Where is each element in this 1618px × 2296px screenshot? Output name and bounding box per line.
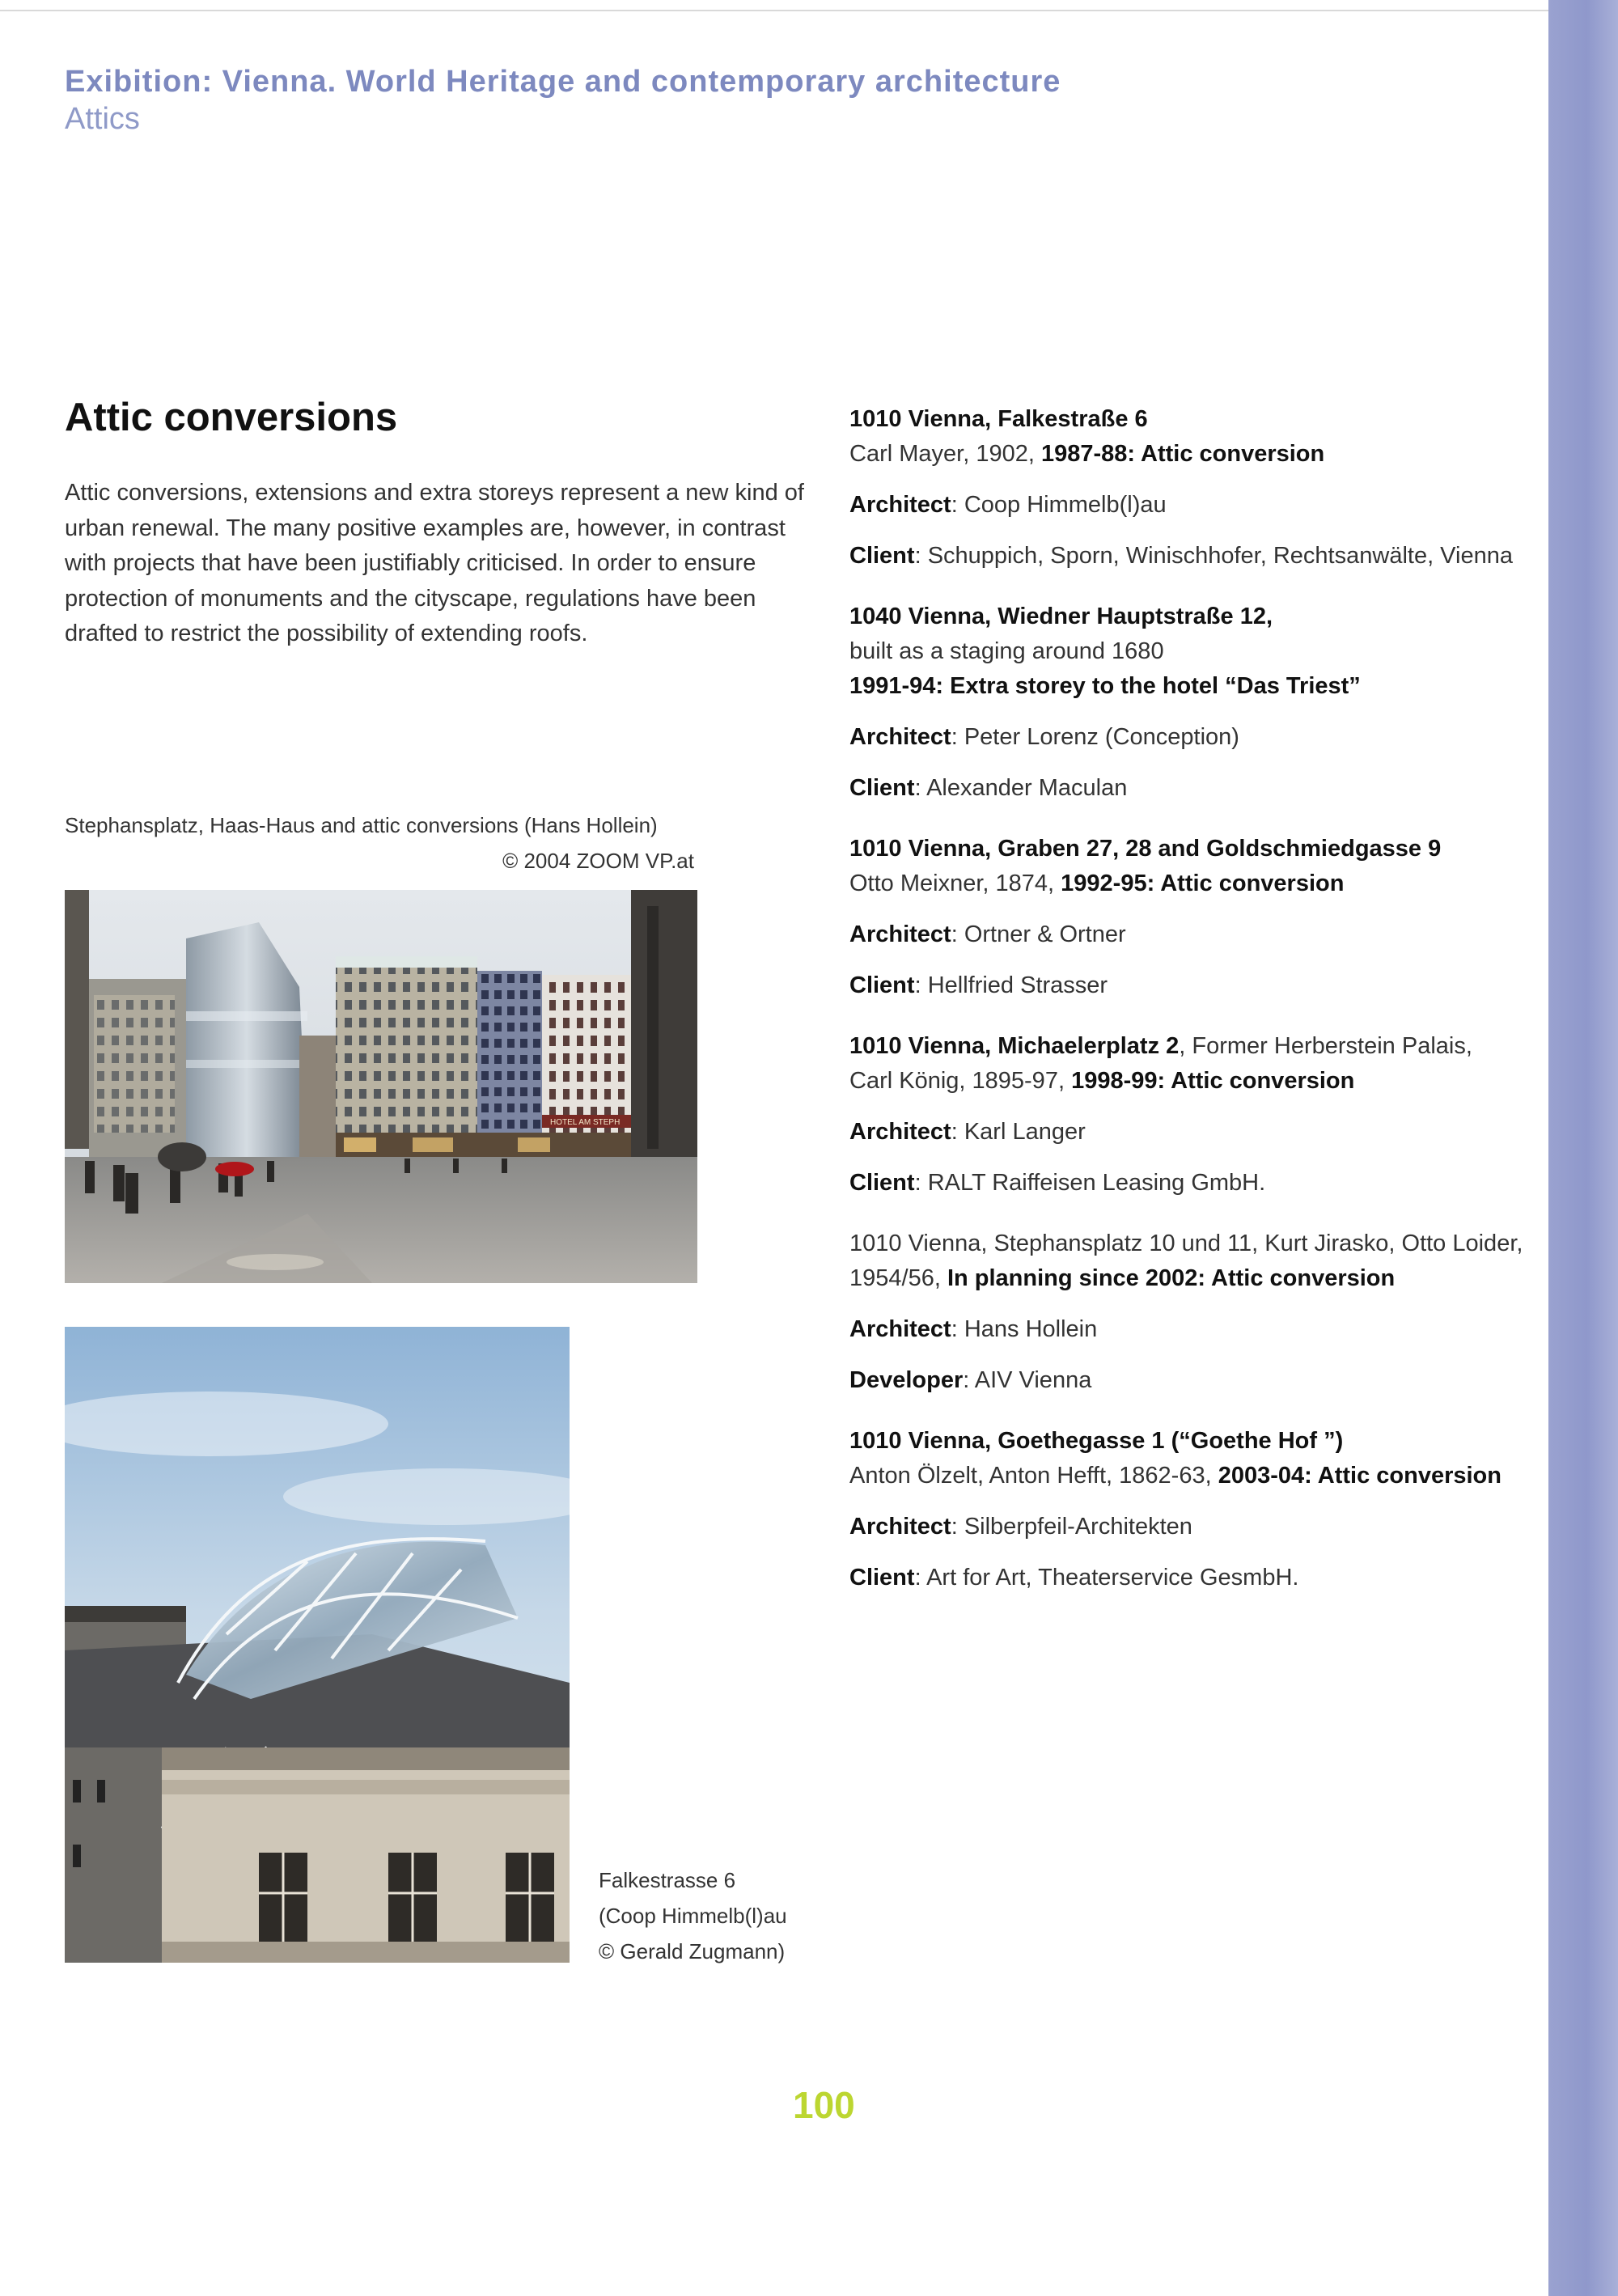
entry-architect: Architect: Peter Lorenz (Conception) xyxy=(849,724,1239,750)
developer-value: AIV Vienna xyxy=(974,1367,1092,1393)
architect-label: Architect xyxy=(849,921,951,947)
client-value: Schuppich, Sporn, Winischhofer, Rechtsanwälte, Vienna xyxy=(927,543,1513,569)
entry-architect: Architect: Hans Hollein xyxy=(849,1316,1098,1342)
section-heading: Attic conversions xyxy=(65,396,398,439)
entry-history-bold: 2003-04: Attic conversion xyxy=(1218,1463,1502,1489)
entry-client: Client: Hellfried Strasser xyxy=(849,972,1108,998)
entry-history-line1: built as a staging around 1680 xyxy=(849,638,1164,664)
entry-address-rest: , Former Herberstein Palais, xyxy=(1179,1033,1472,1059)
architect-label: Architect xyxy=(849,724,951,750)
architect-label: Architect xyxy=(849,1316,951,1342)
entry-history-plain: 1954/56, xyxy=(849,1265,947,1291)
client-label: Client xyxy=(849,972,915,998)
entry-client: Client: Alexander Maculan xyxy=(849,775,1128,801)
photo2-caption xyxy=(599,1862,787,1969)
entry-history-bold: 1998-99: Attic conversion xyxy=(1071,1068,1355,1094)
entry-history xyxy=(849,437,1578,472)
entry-address: 1010 Vienna, Goethegasse 1 (“Goethe Hof ”) xyxy=(849,1428,1344,1454)
architect-value: Ortner & Ortner xyxy=(964,921,1126,947)
photo1-credit: © 2004 ZOOM VP.at xyxy=(502,849,694,873)
entry-architect: Architect: Silberpfeil-Architekten xyxy=(849,1514,1192,1540)
section-subtitle: Attics xyxy=(65,102,140,136)
entry-history xyxy=(849,1261,1578,1296)
entry-history-plain: Anton Ölzelt, Anton Hefft, 1862-63, xyxy=(849,1463,1218,1489)
entry-history xyxy=(849,1064,1578,1099)
entry-address: 1010 Vienna, Stephansplatz 10 und 11, Kurt Jirasko, Otto Loider, xyxy=(849,1231,1523,1256)
architect-value: Peter Lorenz (Conception) xyxy=(964,724,1239,750)
project-entry-stephansplatz xyxy=(849,1226,1578,1398)
entry-architect: Architect: Ortner & Ortner xyxy=(849,921,1126,947)
exhibition-title: Exibition: Vienna. World Heritage and contemporary architecture xyxy=(65,65,1061,99)
entry-history-plain: Carl König, 1895-97, xyxy=(849,1068,1072,1094)
entry-address: 1010 Vienna, Michaelerplatz 2 xyxy=(849,1033,1180,1059)
entry-history-line2: 1991-94: Extra storey to the hotel “Das Triest” xyxy=(849,673,1361,699)
project-list xyxy=(849,402,1578,1621)
architect-value: Coop Himmelb(l)au xyxy=(964,492,1167,518)
entry-address-line xyxy=(849,1029,1578,1064)
photo1-caption xyxy=(65,807,694,879)
hotel-sign: HOTEL AM STEPH xyxy=(550,1118,621,1127)
entry-history-bold: In planning since 2002: Attic conversion xyxy=(947,1265,1396,1291)
entry-history xyxy=(849,1459,1578,1493)
client-value: RALT Raiffeisen Leasing GmbH. xyxy=(927,1170,1266,1196)
client-value: Alexander Maculan xyxy=(926,775,1128,801)
entry-history-plain: Carl Mayer, 1902, xyxy=(849,441,1041,467)
entry-history xyxy=(849,866,1578,901)
entry-architect: Architect: Karl Langer xyxy=(849,1119,1086,1145)
falkestrasse-photo xyxy=(65,1327,570,1963)
photo2-caption-line1: Falkestrasse 6 xyxy=(599,1868,736,1892)
entry-address: 1040 Vienna, Wiedner Hauptstraße 12, xyxy=(849,604,1273,629)
photo2-caption-line2: (Coop Himmelb(l)au xyxy=(599,1904,787,1928)
client-label: Client xyxy=(849,543,915,569)
project-entry-wiedner xyxy=(849,599,1578,806)
entry-history-bold: 1992-95: Attic conversion xyxy=(1061,871,1345,896)
entry-history-bold: 1987-88: Attic conversion xyxy=(1040,441,1325,467)
photo1-caption-text: Stephansplatz, Haas-Haus and attic conversions (Hans Hollein) xyxy=(65,813,658,837)
architect-value: Hans Hollein xyxy=(964,1316,1098,1342)
project-entry-michaelerplatz xyxy=(849,1029,1578,1201)
entry-address: 1010 Vienna, Graben 27, 28 and Goldschmiedgasse 9 xyxy=(849,836,1442,862)
entry-client: Client: RALT Raiffeisen Leasing GmbH. xyxy=(849,1170,1266,1196)
entry-developer: Developer: AIV Vienna xyxy=(849,1367,1092,1393)
photo2-caption-line3: © Gerald Zugmann) xyxy=(599,1939,786,1963)
architect-value: Karl Langer xyxy=(964,1119,1086,1145)
page-number: 100 xyxy=(793,2084,855,2126)
entry-address: 1010 Vienna, Falkestraße 6 xyxy=(849,406,1148,432)
project-entry-graben xyxy=(849,832,1578,1003)
project-entry-goethegasse xyxy=(849,1424,1578,1595)
architect-label: Architect xyxy=(849,492,951,518)
top-rule xyxy=(0,10,1548,11)
page-header xyxy=(65,63,1061,138)
client-label: Client xyxy=(849,775,915,801)
architect-value: Silberpfeil-Architekten xyxy=(964,1514,1192,1540)
client-value: Hellfried Strasser xyxy=(927,972,1108,998)
entry-client: Client: Art for Art, Theaterservice GesmbH. xyxy=(849,1565,1299,1591)
architect-label: Architect xyxy=(849,1119,951,1145)
client-value: Art for Art, Theaterservice GesmbH. xyxy=(926,1565,1299,1591)
stephansplatz-photo xyxy=(65,890,697,1283)
entry-history-plain: Otto Meixner, 1874, xyxy=(849,871,1061,896)
entry-client: Client: Schuppich, Sporn, Winischhofer, Rechtsanwälte, Vienna xyxy=(849,543,1513,569)
client-label: Client xyxy=(849,1565,915,1591)
developer-label: Developer xyxy=(849,1367,964,1393)
project-entry-falkestrasse xyxy=(849,402,1578,574)
intro-paragraph: Attic conversions, extensions and extra storeys represent a new kind of urban renewal. The many positive examples are, however, in contrast with projects that have been justifiably criticised. In order to ensure protection of monuments and the cityscape, regulations have been drafted to restrict the possibility of extending roofs. xyxy=(65,480,804,646)
entry-architect: Architect: Coop Himmelb(l)au xyxy=(849,492,1167,518)
architect-label: Architect xyxy=(849,1514,951,1540)
client-label: Client xyxy=(849,1170,915,1196)
